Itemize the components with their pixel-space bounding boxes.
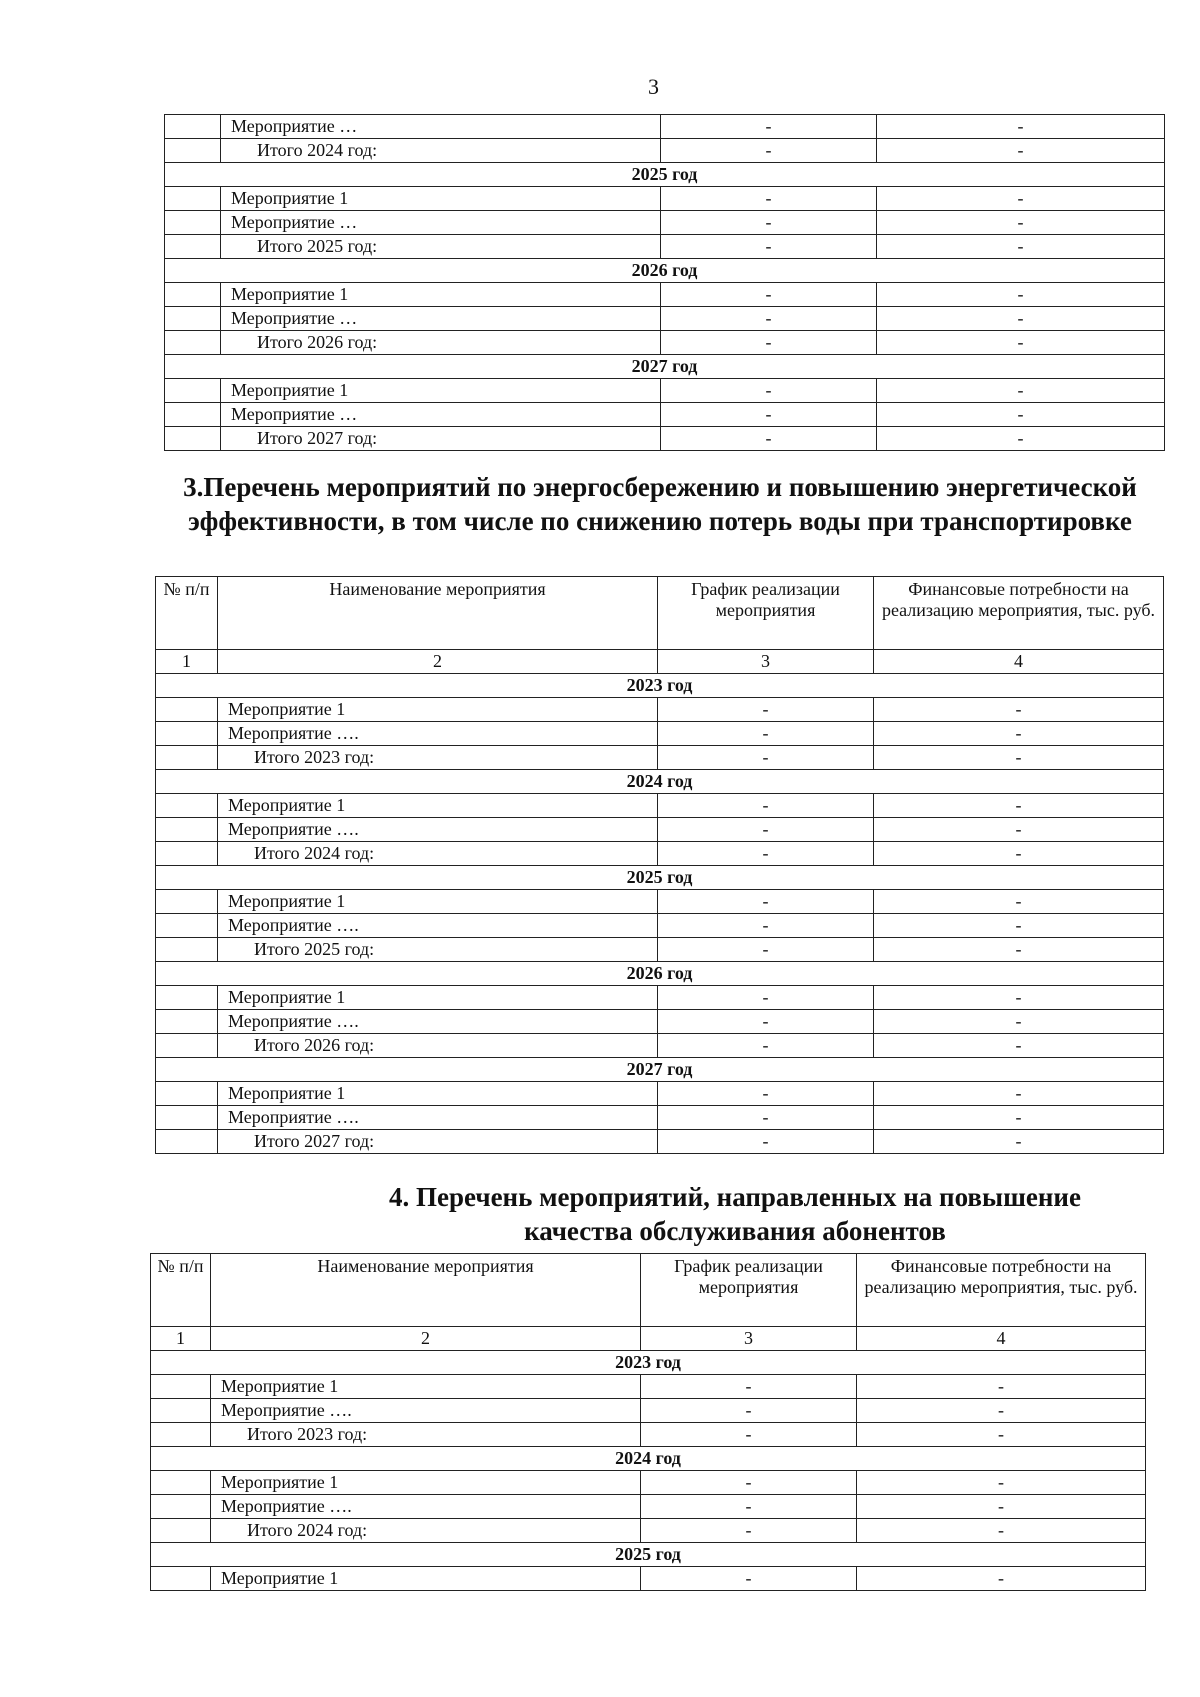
total-label: Итого 2025 год:: [218, 938, 658, 962]
measure-name: Мероприятие 1: [218, 794, 658, 818]
measure-name: Мероприятие 1: [221, 283, 661, 307]
finance-value: -: [874, 818, 1164, 842]
finance-value: -: [857, 1423, 1146, 1447]
year-label: 2024 год: [151, 1447, 1146, 1471]
year-label: 2026 год: [156, 962, 1164, 986]
finance-value: -: [857, 1375, 1146, 1399]
row-number: [156, 1034, 218, 1058]
schedule-value: -: [658, 938, 874, 962]
measure-name: Мероприятие 1: [211, 1567, 641, 1591]
row-number: [151, 1423, 211, 1447]
section-4-title: 4. Перечень мероприятий, направленных на повышение качества обслуживания абонентов: [389, 1182, 1081, 1246]
section-4-table: [150, 1253, 1146, 1591]
schedule-value: -: [641, 1399, 857, 1423]
column-number: 4: [874, 650, 1164, 674]
row-number: [165, 427, 221, 451]
total-label: Итого 2026 год:: [221, 331, 661, 355]
finance-value: -: [874, 1106, 1164, 1130]
section-3-table: [155, 576, 1164, 1154]
finance-value: -: [877, 379, 1165, 403]
column-number: 2: [211, 1327, 641, 1351]
finance-value: -: [857, 1495, 1146, 1519]
year-row: [151, 1447, 1146, 1471]
year-row: [156, 674, 1164, 698]
year-row: [165, 259, 1165, 283]
table-row: [151, 1399, 1146, 1423]
table-row: [165, 403, 1165, 427]
finance-value: -: [857, 1567, 1146, 1591]
row-number: [151, 1519, 211, 1543]
table-row: [156, 1010, 1164, 1034]
year-row: [156, 866, 1164, 890]
year-row: [156, 1058, 1164, 1082]
finance-value: -: [877, 403, 1165, 427]
row-number: [156, 1010, 218, 1034]
column-number: 2: [218, 650, 658, 674]
finance-value: -: [877, 115, 1165, 139]
total-label: Итого 2023 год:: [211, 1423, 641, 1447]
schedule-value: -: [661, 403, 877, 427]
measure-name: Мероприятие 1: [221, 379, 661, 403]
finance-value: -: [874, 914, 1164, 938]
table-row: [165, 115, 1165, 139]
schedule-value: -: [641, 1519, 857, 1543]
schedule-value: -: [658, 1130, 874, 1154]
schedule-value: -: [661, 139, 877, 163]
total-row: [165, 427, 1165, 451]
schedule-value: -: [658, 1010, 874, 1034]
total-label: Итого 2024 год:: [221, 139, 661, 163]
measure-name: Мероприятие 1: [218, 890, 658, 914]
row-number: [156, 794, 218, 818]
row-number: [151, 1471, 211, 1495]
schedule-value: -: [658, 1106, 874, 1130]
page-number: 3: [648, 74, 659, 99]
row-number: [165, 115, 221, 139]
finance-value: -: [874, 1082, 1164, 1106]
total-row: [156, 1130, 1164, 1154]
column-number: 3: [658, 650, 874, 674]
year-label: 2027 год: [156, 1058, 1164, 1082]
measure-name: Мероприятие 1: [211, 1471, 641, 1495]
schedule-value: -: [661, 235, 877, 259]
finance-value: -: [877, 331, 1165, 355]
column-header: Наименование мероприятия: [211, 1254, 641, 1327]
total-row: [151, 1423, 1146, 1447]
schedule-value: -: [641, 1423, 857, 1447]
total-row: [156, 842, 1164, 866]
row-number: [156, 818, 218, 842]
year-label: 2024 год: [156, 770, 1164, 794]
measure-name: Мероприятие 1: [218, 1082, 658, 1106]
schedule-value: -: [641, 1495, 857, 1519]
row-number: [156, 1082, 218, 1106]
table-row: [151, 1495, 1146, 1519]
measure-name: Мероприятие ….: [218, 914, 658, 938]
row-number: [151, 1399, 211, 1423]
column-header: График реализации мероприятия: [658, 577, 874, 650]
row-number: [165, 283, 221, 307]
table-row: [165, 211, 1165, 235]
schedule-value: -: [661, 283, 877, 307]
table-row: [156, 1106, 1164, 1130]
total-label: Итого 2027 год:: [218, 1130, 658, 1154]
row-number: [156, 842, 218, 866]
row-number: [156, 938, 218, 962]
measure-name: Мероприятие ….: [211, 1495, 641, 1519]
total-row: [156, 746, 1164, 770]
schedule-value: -: [661, 115, 877, 139]
measure-name: Мероприятие …: [221, 403, 661, 427]
table-row: [151, 1375, 1146, 1399]
column-number: 4: [857, 1327, 1146, 1351]
column-header: Финансовые потребности на реализацию мероприятия, тыс. руб.: [857, 1254, 1146, 1327]
schedule-value: -: [641, 1471, 857, 1495]
year-row: [151, 1543, 1146, 1567]
table-top-continuation: [164, 114, 1165, 451]
schedule-value: -: [661, 379, 877, 403]
total-label: Итого 2026 год:: [218, 1034, 658, 1058]
measure-name: Мероприятие ….: [218, 818, 658, 842]
total-row: [165, 331, 1165, 355]
total-row: [156, 938, 1164, 962]
schedule-value: -: [641, 1375, 857, 1399]
finance-value: -: [874, 722, 1164, 746]
schedule-value: -: [658, 914, 874, 938]
row-number: [151, 1375, 211, 1399]
schedule-value: -: [658, 1082, 874, 1106]
column-number: 3: [641, 1327, 857, 1351]
measure-name: Мероприятие …: [221, 211, 661, 235]
schedule-value: -: [658, 986, 874, 1010]
year-label: 2027 год: [165, 355, 1165, 379]
table-row: [165, 379, 1165, 403]
total-row: [156, 1034, 1164, 1058]
row-number: [156, 698, 218, 722]
finance-value: -: [877, 139, 1165, 163]
finance-value: -: [874, 938, 1164, 962]
finance-value: -: [857, 1399, 1146, 1423]
table-row: [156, 890, 1164, 914]
table-row: [151, 1471, 1146, 1495]
row-number: [165, 211, 221, 235]
measure-name: Мероприятие 1: [218, 986, 658, 1010]
schedule-value: -: [658, 698, 874, 722]
finance-value: -: [857, 1519, 1146, 1543]
measure-name: Мероприятие 1: [211, 1375, 641, 1399]
schedule-value: -: [658, 890, 874, 914]
table-row: [156, 698, 1164, 722]
column-number: 1: [156, 650, 218, 674]
column-header: № п/п: [156, 577, 218, 650]
year-label: 2025 год: [156, 866, 1164, 890]
table-row: [165, 187, 1165, 211]
column-number-row: [151, 1327, 1146, 1351]
row-number: [156, 746, 218, 770]
table-row: [156, 1082, 1164, 1106]
section-3-title: 3.Перечень мероприятий по энергосбережению и повышению энергетической эффективности, в том числе по снижению потерь воды при транспортировке: [183, 472, 1137, 536]
schedule-value: -: [661, 331, 877, 355]
measure-name: Мероприятие …: [221, 307, 661, 331]
schedule-value: -: [658, 818, 874, 842]
row-number: [156, 890, 218, 914]
total-label: Итого 2024 год:: [211, 1519, 641, 1543]
row-number: [156, 1106, 218, 1130]
row-number: [165, 187, 221, 211]
total-label: Итого 2024 год:: [218, 842, 658, 866]
finance-value: -: [874, 746, 1164, 770]
schedule-value: -: [658, 746, 874, 770]
schedule-value: -: [658, 722, 874, 746]
finance-value: -: [874, 1010, 1164, 1034]
table-row: [151, 1567, 1146, 1591]
measure-name: Мероприятие 1: [218, 698, 658, 722]
measure-name: Мероприятие 1: [221, 187, 661, 211]
year-row: [156, 770, 1164, 794]
row-number: [165, 139, 221, 163]
finance-value: -: [857, 1471, 1146, 1495]
column-number: 1: [151, 1327, 211, 1351]
schedule-value: -: [661, 211, 877, 235]
row-number: [165, 403, 221, 427]
table-row: [156, 722, 1164, 746]
schedule-value: -: [658, 842, 874, 866]
row-number: [165, 379, 221, 403]
column-header: График реализации мероприятия: [641, 1254, 857, 1327]
column-header: Наименование мероприятия: [218, 577, 658, 650]
finance-value: -: [874, 842, 1164, 866]
column-number-row: [156, 650, 1164, 674]
row-number: [156, 914, 218, 938]
finance-value: -: [877, 307, 1165, 331]
finance-value: -: [877, 283, 1165, 307]
measure-name: Мероприятие ….: [218, 722, 658, 746]
table-row: [165, 307, 1165, 331]
total-label: Итого 2025 год:: [221, 235, 661, 259]
measure-name: Мероприятие ….: [218, 1010, 658, 1034]
table-row: [156, 914, 1164, 938]
column-header: Финансовые потребности на реализацию мероприятия, тыс. руб.: [874, 577, 1164, 650]
year-label: 2025 год: [151, 1543, 1146, 1567]
row-number: [151, 1567, 211, 1591]
year-row: [165, 355, 1165, 379]
year-row: [151, 1351, 1146, 1375]
total-label: Итого 2027 год:: [221, 427, 661, 451]
year-label: 2025 год: [165, 163, 1165, 187]
table-row: [156, 794, 1164, 818]
table-row: [165, 283, 1165, 307]
year-row: [165, 163, 1165, 187]
row-number: [156, 722, 218, 746]
year-label: 2023 год: [151, 1351, 1146, 1375]
table-header-row: [156, 577, 1164, 650]
schedule-value: -: [661, 427, 877, 451]
finance-value: -: [877, 187, 1165, 211]
column-header: № п/п: [151, 1254, 211, 1327]
finance-value: -: [877, 211, 1165, 235]
year-label: 2026 год: [165, 259, 1165, 283]
measure-name: Мероприятие ….: [218, 1106, 658, 1130]
finance-value: -: [874, 1034, 1164, 1058]
row-number: [165, 307, 221, 331]
year-label: 2023 год: [156, 674, 1164, 698]
table-header-row: [151, 1254, 1146, 1327]
measure-name: Мероприятие …: [221, 115, 661, 139]
row-number: [151, 1495, 211, 1519]
table-row: [156, 986, 1164, 1010]
finance-value: -: [874, 986, 1164, 1010]
row-number: [165, 235, 221, 259]
row-number: [165, 331, 221, 355]
row-number: [156, 986, 218, 1010]
total-row: [151, 1519, 1146, 1543]
measure-name: Мероприятие ….: [211, 1399, 641, 1423]
finance-value: -: [874, 698, 1164, 722]
finance-value: -: [874, 1130, 1164, 1154]
finance-value: -: [877, 235, 1165, 259]
year-row: [156, 962, 1164, 986]
finance-value: -: [874, 890, 1164, 914]
schedule-value: -: [661, 187, 877, 211]
schedule-value: -: [641, 1567, 857, 1591]
table-row: [156, 818, 1164, 842]
finance-value: -: [874, 794, 1164, 818]
schedule-value: -: [658, 794, 874, 818]
row-number: [156, 1130, 218, 1154]
finance-value: -: [877, 427, 1165, 451]
total-row: [165, 139, 1165, 163]
total-label: Итого 2023 год:: [218, 746, 658, 770]
total-row: [165, 235, 1165, 259]
schedule-value: -: [658, 1034, 874, 1058]
schedule-value: -: [661, 307, 877, 331]
